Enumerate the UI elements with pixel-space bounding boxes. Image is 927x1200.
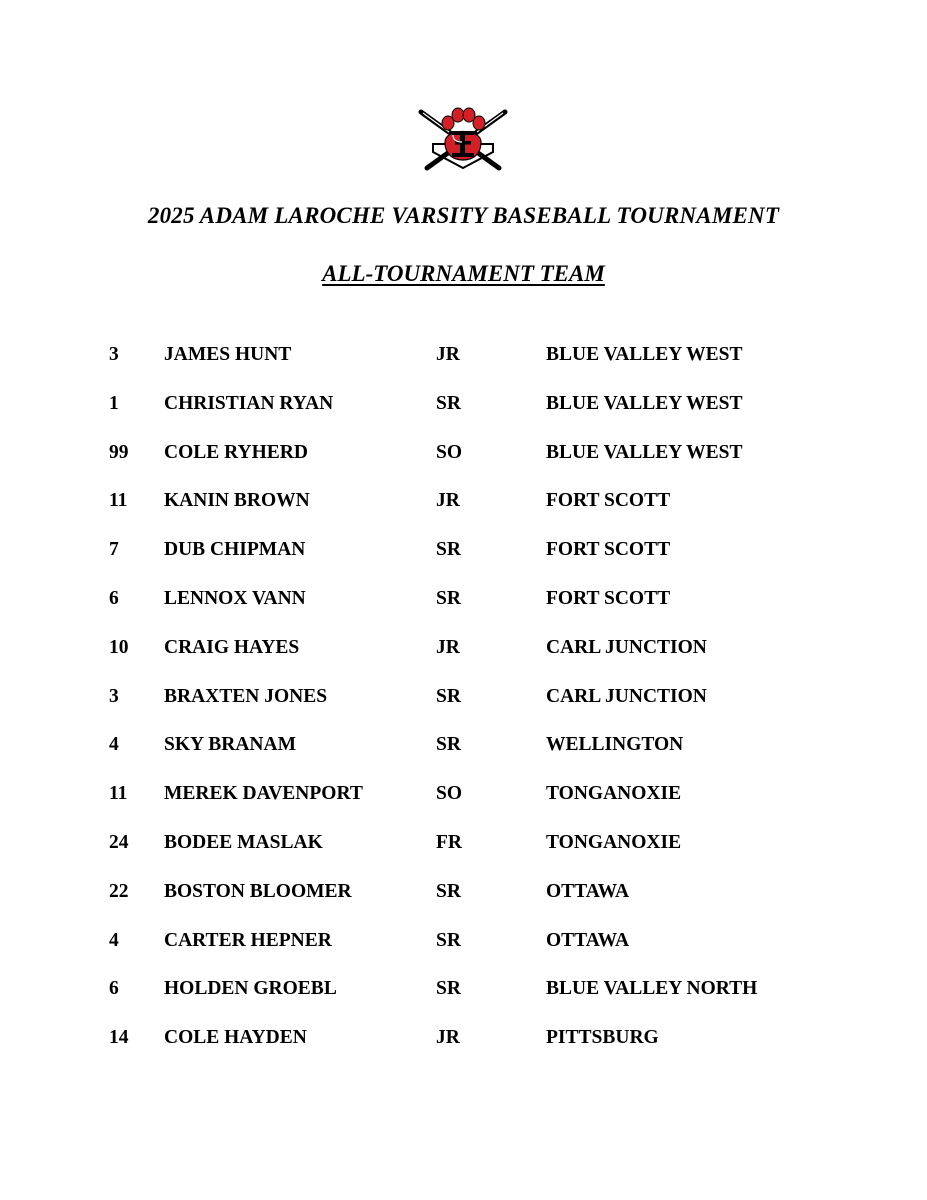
player-grade: SO	[436, 783, 463, 805]
player-grade: SR	[436, 734, 461, 756]
player-name: BODEE MASLAK	[164, 831, 323, 853]
page-subtitle: ALL-TOURNAMENT TEAM	[322, 261, 605, 286]
player-number: 24	[109, 831, 129, 853]
player-grade: SR	[436, 978, 461, 1000]
page-title: 2025 ADAM LAROCHE VARSITY BASEBALL TOURNAMENT	[147, 203, 780, 228]
player-number: 7	[109, 539, 119, 561]
player-number: 11	[109, 490, 128, 512]
player-grade: SR	[436, 685, 461, 707]
player-number: 11	[109, 783, 128, 805]
player-school: OTTAWA	[546, 880, 630, 902]
player-number: 3	[109, 685, 119, 707]
player-name: CRAIG HAYES	[164, 636, 300, 658]
player-school: OTTAWA	[546, 929, 630, 951]
player-grade: SR	[436, 539, 461, 561]
player-school: PITTSBURG	[546, 1027, 659, 1049]
player-school: BLUE VALLEY WEST	[546, 344, 743, 365]
player-grade: SO	[436, 441, 463, 463]
player-number: 22	[109, 880, 129, 902]
player-name: CHRISTIAN RYAN	[164, 392, 334, 414]
player-name: COLE RYHERD	[164, 441, 308, 463]
player-grade: JR	[436, 344, 460, 365]
player-row	[0, 535, 927, 584]
player-row	[0, 486, 927, 535]
player-school: BLUE VALLEY NORTH	[546, 978, 758, 1000]
player-name: DUB CHIPMAN	[164, 539, 306, 561]
roster-table	[0, 340, 927, 1072]
player-number: 14	[109, 1027, 129, 1049]
player-grade: SR	[436, 929, 461, 951]
crossed-bats-paw-logo-icon	[415, 106, 511, 174]
player-row	[0, 779, 927, 828]
player-name: SKY BRANAM	[164, 734, 296, 756]
school-logo	[415, 106, 511, 174]
player-school: BLUE VALLEY WEST	[546, 441, 743, 463]
player-number: 99	[109, 441, 129, 463]
player-row	[0, 584, 927, 633]
player-row	[0, 340, 927, 389]
player-name: BRAXTEN JONES	[164, 685, 328, 707]
player-row	[0, 1023, 927, 1072]
player-row	[0, 828, 927, 877]
player-number: 4	[109, 929, 119, 951]
player-grade: SR	[436, 392, 461, 414]
player-school: FORT SCOTT	[546, 490, 671, 512]
player-school: CARL JUNCTION	[546, 685, 707, 707]
player-row	[0, 730, 927, 779]
player-name: JAMES HUNT	[164, 344, 292, 365]
player-name: COLE HAYDEN	[164, 1027, 307, 1049]
player-grade: JR	[436, 1027, 460, 1049]
player-grade: FR	[436, 831, 462, 853]
player-number: 10	[109, 636, 129, 658]
player-row	[0, 389, 927, 438]
player-school: WELLINGTON	[546, 734, 684, 756]
player-name: BOSTON BLOOMER	[164, 880, 352, 902]
player-row	[0, 877, 927, 926]
player-number: 6	[109, 587, 119, 609]
player-row	[0, 974, 927, 1023]
player-name: KANIN BROWN	[164, 490, 310, 512]
player-row	[0, 633, 927, 682]
player-name: CARTER HEPNER	[164, 929, 332, 951]
player-school: CARL JUNCTION	[546, 636, 707, 658]
player-row	[0, 438, 927, 487]
player-school: TONGANOXIE	[546, 831, 682, 853]
player-grade: JR	[436, 636, 460, 658]
player-name: LENNOX VANN	[164, 587, 306, 609]
player-school: FORT SCOTT	[546, 587, 671, 609]
player-number: 6	[109, 978, 119, 1000]
player-name: MEREK DAVENPORT	[164, 783, 363, 805]
player-grade: JR	[436, 490, 460, 512]
player-number: 3	[109, 344, 119, 365]
player-school: FORT SCOTT	[546, 539, 671, 561]
player-grade: SR	[436, 880, 461, 902]
player-row	[0, 926, 927, 975]
player-number: 4	[109, 734, 119, 756]
player-row	[0, 682, 927, 731]
player-name: HOLDEN GROEBL	[164, 978, 337, 1000]
player-number: 1	[109, 392, 119, 414]
player-school: TONGANOXIE	[546, 783, 682, 805]
player-school: BLUE VALLEY WEST	[546, 392, 743, 414]
player-grade: SR	[436, 587, 461, 609]
